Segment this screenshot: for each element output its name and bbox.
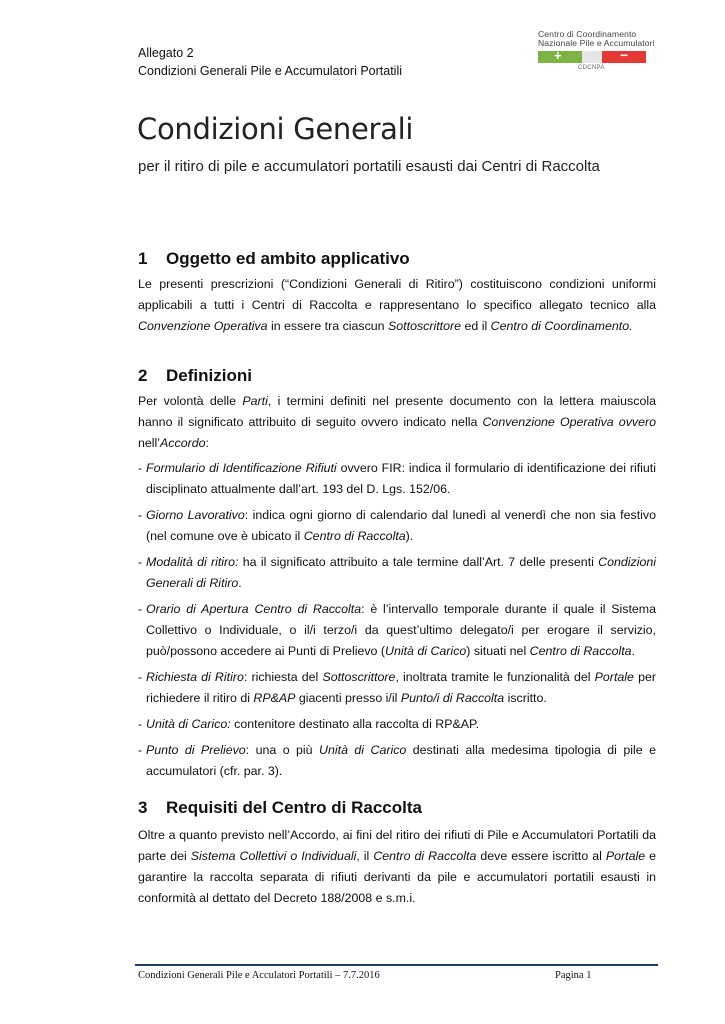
logo-text-line1: Centro di Coordinamento [538, 29, 637, 39]
list-item: - Modalità di ritiro: ha il significato attribuito a tale termine dall’Art. 7 delle presenti Condizioni Generali di Ritiro. [138, 555, 656, 590]
section-3-heading [138, 798, 422, 818]
section-number: 2 [138, 366, 148, 385]
list-item: - Unità di Carico: contenitore destinato alla raccolta di RP&AP. [138, 717, 480, 731]
definitions-list [138, 458, 656, 787]
annex-label: Allegato 2 [138, 46, 194, 60]
header-subtitle: Condizioni Generali Pile e Accumulatori Portatili [138, 64, 403, 78]
section-number: 1 [138, 249, 148, 268]
section-title: Oggetto ed ambito applicativo [166, 249, 410, 268]
section-number: 3 [138, 798, 148, 817]
section-2-paragraph: Per volontà delle Parti, i termini definiti nel presente documento con la lettera maiuscola hanno il significato attribuito di seguito ovvero indicato nella Convenzione Operativa ovvero nell’Accordo: [138, 394, 656, 450]
section-title: Requisiti del Centro di Raccolta [166, 798, 422, 817]
logo-abbreviation: CDCNPA [578, 65, 605, 71]
cdcnpa-logo [536, 29, 655, 72]
plus-icon: + [554, 48, 562, 63]
section-3-paragraph: Oltre a quanto previsto nell’Accordo, ai fini del ritiro dei rifiuti di Pile e Accumulatori Portatili da parte dei Sistema Collettivi o Individuali, il Centro di Raccolta deve essere iscritto al Portale e garantire la raccolta separata di rifiuti derivanti da pile e accumulatori portatili esausti in conformità al dettato del Decreto 188/2008 e s.m.i. [138, 828, 657, 905]
footer-divider [135, 964, 658, 966]
footer-document-title: Condizioni Generali Pile e Acculatori Portatili – 7.7.2016 [138, 970, 380, 981]
list-item: - Orario di Apertura Centro di Raccolta: è l’intervallo temporale durante il quale il Sistema Collettivo o Individuale, o il/i terzo/i da quest’ultimo delegato/i per erogare il servizio, può/possono accedere ai Punti di Prelievo (Unità di Carico) situati nel Centro di Raccolta. [138, 602, 656, 658]
page-number: Pagina 1 [555, 970, 592, 981]
section-title: Definizioni [166, 366, 252, 385]
section-2-heading [138, 366, 252, 386]
list-item: - Richiesta di Ritiro: richiesta del Sottoscrittore, inoltrata tramite le funzionalità del Portale per richiedere il ritiro di RP&AP giacenti presso i/il Punto/i di Raccolta iscritto. [138, 670, 656, 705]
logo-grey-bar [582, 51, 602, 63]
list-item: - Formulario di Identificazione Rifiuti ovvero FIR: indica il formulario di identificazione dei rifiuti disciplinato attualmente dall’art. 193 del D. Lgs. 152/06. [138, 461, 656, 496]
section-1-heading [138, 249, 410, 269]
list-item: - Giorno Lavorativo: indica ogni giorno di calendario dal lunedì al venerdì che non sia festivo (nel comune ove è ubicato il Centro di Raccolta). [138, 508, 656, 543]
page-title: Condizioni Generali [137, 112, 414, 146]
section-1-paragraph: Le presenti prescrizioni (“Condizioni Generali di Ritiro”) costituiscono condizioni uniformi applicabili a tutti i Centri di Raccolta e rappresentano lo specifico allegato tecnico alla Convenzione Operativa in essere tra ciascun Sottoscrittore ed il Centro di Coordinamento. [138, 277, 656, 333]
document-header [138, 44, 402, 80]
page-subtitle: per il ritiro di pile e accumulatori portatili esausti dai Centri di Raccolta [138, 158, 600, 175]
logo-text-line2: Nazionale Pile e Accumulatori [538, 38, 655, 48]
minus-icon: − [620, 47, 629, 63]
list-item: - Punto di Prelievo: una o più Unità di Carico destinati alla medesima tipologia di pile e accumulatori (cfr. par. 3). [138, 743, 657, 778]
